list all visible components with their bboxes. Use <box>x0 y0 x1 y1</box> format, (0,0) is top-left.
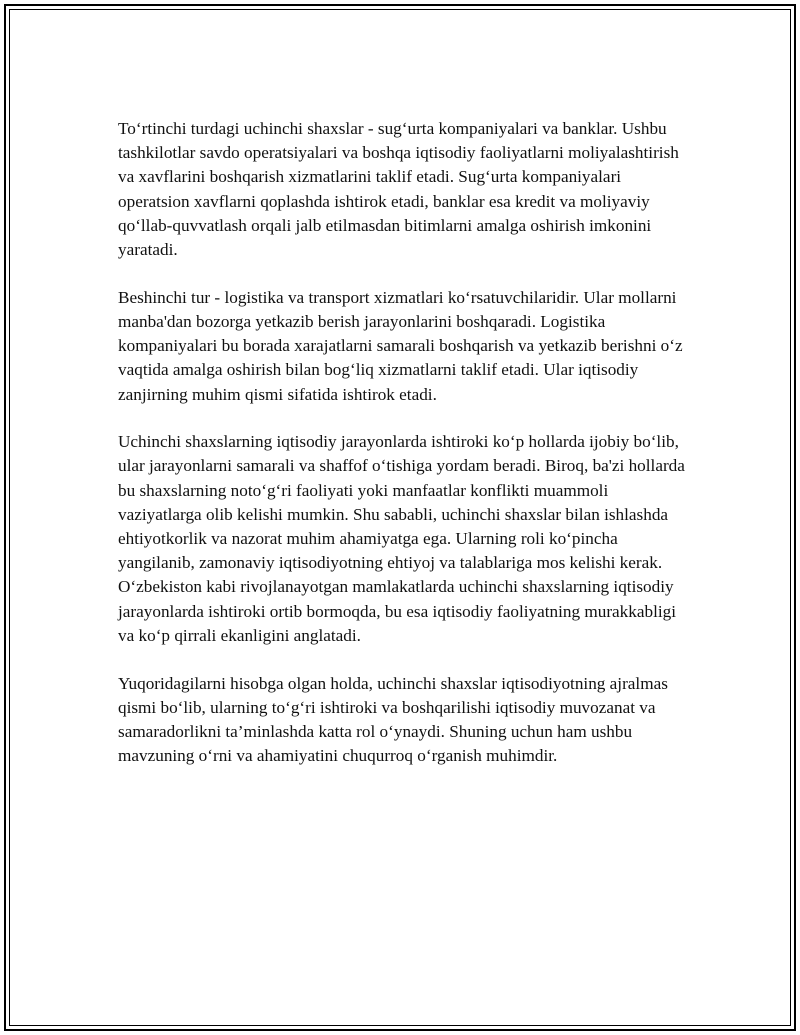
paragraph-insurance-banks: To‘rtinchi turdagi uchinchi shaxslar - sug‘urta kompaniyalari va banklar. Ushbu tashkilotlar savdo operatsiyalari va boshqa iqtisodiy faoliyatlarni moliyalashtirish va xavflarini boshqarish xizmatlarini taklif etadi. Sug‘urta kompaniyalari operatsion xavflarni qoplashda ishtirok etadi, banklar esa kredit va moliyaviy qo‘llab-quvvatlash orqali jalb etilmasdan bitimlarni amalga oshirish imkonini yaratadi. <box>118 119 679 260</box>
document-body <box>118 117 690 792</box>
paragraph-conclusion: Yuqoridagilarni hisobga olgan holda, uchinchi shaxslar iqtisodiyotning ajralmas qismi bo‘lib, ularning to‘g‘ri ishtiroki va boshqarilishi iqtisodiy muvozanat va samaradorlikni ta’minlashda katta rol o‘ynaydi. Shuning uchun ham ushbu mavzuning o‘rni va ahamiyatini chuqurroq o‘rganish muhimdir. <box>118 673 668 766</box>
paragraph-logistics: Beshinchi tur - logistika va transport xizmatlari ko‘rsatuvchilaridir. Ular mollarni manba'dan bozorga yetkazib berish jarayonlarini boshqaradi. Logistika kompaniyalari bu borada xarajatlarni samarali boshqarish va yetkazib berishni o‘z vaqtida amalga oshirish bilan bog‘liq xizmatlarni taklif etadi. Ular iqtisodiy zanjirning muhim qismi sifatida ishtirok etadi. <box>118 287 683 404</box>
paragraph-third-party-role: Uchinchi shaxslarning iqtisodiy jarayonlarda ishtiroki ko‘p hollarda ijobiy bo‘lib, ular jarayonlarni samarali va shaffof o‘tishiga yordam beradi. Biroq, ba'zi hollarda bu shaxslarning noto‘g‘ri faoliyati yoki manfaatlar konflikti muammoli vaziyatlarga olib kelishi mumkin. Shu sababli, uchinchi shaxslar bilan ishlashda ehtiyotkorlik va nazorat muhim ahamiyatga ega. Ularning roli ko‘pincha yangilanib, zamonaviy iqtisodiyotning ehtiyoj va talablariga mos kelishi kerak. O‘zbekiston kabi rivojlanayotgan mamlakatlarda uchinchi shaxslarning iqtisodiy jarayonlarda ishtiroki ortib bormoqda, bu esa iqtisodiy faoliyatning murakkabligi va ko‘p qirrali ekanligini anglatadi. <box>118 432 685 645</box>
